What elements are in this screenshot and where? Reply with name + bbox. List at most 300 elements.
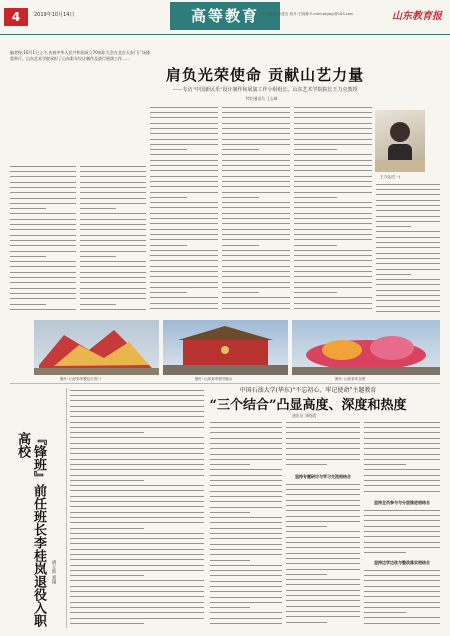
text-line <box>150 218 218 222</box>
text-line <box>364 591 440 595</box>
text-line <box>364 427 440 431</box>
text-line <box>150 144 218 148</box>
text-line <box>70 443 204 447</box>
text-line <box>286 542 360 546</box>
vertical-article-author: 胡立新 刘翔 <box>51 560 56 584</box>
photo-caption-right: 图片: 山东彩车全景 <box>335 377 366 381</box>
second-article-kicker: 中国石油大学(华东)“不忘初心、牢记使命”主题教育 <box>239 387 377 394</box>
text-line <box>80 293 146 297</box>
text-line <box>80 166 146 170</box>
text-line <box>222 207 290 211</box>
text-line <box>210 549 282 553</box>
vertical-article-body <box>70 388 204 628</box>
text-line <box>210 443 282 447</box>
text-line <box>222 255 290 259</box>
text-line <box>70 559 204 563</box>
text-line <box>294 303 372 307</box>
text-line <box>222 213 290 217</box>
text-line <box>364 432 440 436</box>
text-line <box>364 491 440 495</box>
text-line <box>364 580 440 584</box>
text-line <box>364 459 440 463</box>
flower-float-icon <box>292 320 440 375</box>
text-line <box>150 234 218 238</box>
portrait-photo <box>375 110 425 172</box>
text-line <box>70 469 204 473</box>
text-line <box>376 258 440 262</box>
text-line <box>286 427 360 431</box>
text-line <box>286 494 360 498</box>
text-line <box>294 186 372 190</box>
text-line <box>222 160 290 164</box>
text-line <box>10 203 76 207</box>
text-line <box>150 123 218 127</box>
text-line <box>364 520 440 524</box>
text-line <box>70 501 204 505</box>
text-line <box>294 229 372 233</box>
text-line <box>210 575 282 579</box>
text-line <box>80 187 146 191</box>
header-rule <box>0 34 450 35</box>
text-line <box>10 251 76 255</box>
text-line <box>80 224 146 228</box>
text-line <box>286 459 360 463</box>
text-line <box>210 623 282 627</box>
text-line <box>80 266 146 270</box>
text-line <box>80 171 146 175</box>
text-line <box>10 219 76 223</box>
text-line <box>70 549 204 553</box>
text-line <box>70 416 204 420</box>
text-line <box>286 500 360 504</box>
text-line <box>364 422 440 426</box>
text-line <box>70 459 204 463</box>
text-line <box>70 475 204 479</box>
text-line <box>70 533 204 537</box>
text-line <box>10 266 76 270</box>
text-line <box>286 574 327 578</box>
text-line <box>222 170 290 174</box>
page-number: 4 <box>4 8 28 26</box>
text-line <box>150 139 218 143</box>
text-line <box>80 304 116 308</box>
text-line <box>222 276 290 280</box>
text-line <box>364 596 440 600</box>
text-line <box>294 223 372 227</box>
text-line <box>210 459 282 463</box>
text-line <box>286 622 327 626</box>
text-line <box>376 274 411 278</box>
text-line <box>286 595 360 599</box>
photo-caption-left: 图片: 山东彩车驶过天安门 <box>60 377 101 381</box>
photo-caption-middle: 图片: 山东彩车细节展示 <box>195 377 233 381</box>
text-line <box>10 208 46 212</box>
text-line <box>376 210 440 214</box>
text-line <box>210 602 282 606</box>
text-line <box>286 443 360 447</box>
text-line <box>294 149 337 153</box>
text-line <box>222 117 290 121</box>
newspaper-logo: 山东教育报 <box>392 11 442 22</box>
subhead-3: 坚持边学边改与整改落实相结合 <box>374 560 430 565</box>
text-line <box>364 612 406 616</box>
text-line <box>222 297 290 301</box>
column-divider <box>66 388 67 628</box>
text-line <box>70 543 204 547</box>
text-line <box>294 255 372 259</box>
text-line <box>222 139 290 143</box>
text-line <box>222 202 290 206</box>
text-line <box>80 182 146 186</box>
text-line <box>70 612 204 616</box>
text-line <box>294 282 372 286</box>
text-line <box>286 547 360 551</box>
text-line <box>210 496 282 500</box>
text-line <box>286 526 327 530</box>
text-line <box>10 187 76 191</box>
text-line <box>80 213 146 217</box>
text-line <box>364 607 440 611</box>
text-line <box>294 250 372 254</box>
text-line <box>222 282 290 286</box>
text-line <box>150 149 187 153</box>
text-line <box>10 272 76 276</box>
text-line <box>222 176 290 180</box>
lead-article-subtitle: ——专访“中国新民乐”设计制作和展演工作小组组长、山东艺术学院院长王力克教授 <box>172 87 358 93</box>
text-line <box>294 123 372 127</box>
text-line <box>294 107 372 111</box>
text-line <box>376 284 440 288</box>
text-line <box>210 512 250 516</box>
text-line <box>10 213 76 217</box>
text-line <box>10 298 76 302</box>
text-line <box>70 464 204 468</box>
text-line <box>376 226 411 230</box>
text-line <box>210 560 250 564</box>
text-line <box>70 411 204 415</box>
parade-float-icon <box>34 320 159 375</box>
text-line <box>70 496 204 500</box>
text-line <box>150 128 218 132</box>
text-line <box>364 570 440 574</box>
text-line <box>222 250 290 254</box>
text-line <box>294 112 372 116</box>
text-line <box>222 133 290 137</box>
text-line <box>222 239 290 243</box>
text-line <box>70 427 204 431</box>
text-line <box>376 237 440 241</box>
text-line <box>210 554 282 558</box>
portrait-caption: 王力克(右一) <box>380 175 401 179</box>
text-line <box>70 395 204 399</box>
text-line <box>376 194 440 198</box>
tiananmen-icon <box>163 320 288 375</box>
text-line <box>294 181 372 185</box>
text-line <box>150 292 187 296</box>
text-line <box>10 166 76 170</box>
text-line <box>294 128 372 132</box>
text-line <box>150 133 218 137</box>
text-line <box>80 245 146 249</box>
text-line <box>286 448 360 452</box>
text-line <box>222 303 290 307</box>
text-line <box>150 213 218 217</box>
text-line <box>80 272 146 276</box>
second-body-col-1 <box>210 420 282 628</box>
text-line <box>150 271 218 275</box>
text-line <box>286 563 360 567</box>
float-photo-middle <box>163 320 288 375</box>
text-line <box>286 505 360 509</box>
text-line <box>210 528 282 532</box>
text-line <box>80 229 146 233</box>
text-line <box>364 536 440 540</box>
text-line <box>70 554 204 558</box>
text-line <box>150 255 218 259</box>
text-line <box>70 623 144 627</box>
text-line <box>210 538 282 542</box>
text-line <box>150 229 218 233</box>
text-line <box>364 438 440 442</box>
second-body-col-3 <box>364 420 440 496</box>
text-line <box>150 308 218 312</box>
text-line <box>10 304 46 308</box>
text-line <box>286 516 360 520</box>
text-line <box>294 117 372 121</box>
text-line <box>210 475 282 479</box>
text-line <box>294 297 372 301</box>
text-line <box>70 586 204 590</box>
vertical-article-title: 『锋班』前任班长李桂岚退役入职高校 <box>15 432 46 627</box>
text-line <box>150 112 218 116</box>
text-line <box>376 306 440 310</box>
text-line <box>222 123 290 127</box>
text-line <box>10 198 76 202</box>
text-line <box>10 229 76 233</box>
text-line <box>364 617 440 621</box>
lead-body-col-1 <box>10 164 76 314</box>
text-line <box>150 207 218 211</box>
lead-body-col-6 <box>376 182 440 315</box>
text-line <box>150 260 218 264</box>
text-line <box>150 223 218 227</box>
text-line <box>222 112 290 116</box>
text-line <box>10 282 76 286</box>
text-line <box>286 606 360 610</box>
text-line <box>294 202 372 206</box>
text-line <box>10 256 46 260</box>
text-line <box>286 569 360 573</box>
text-line <box>210 591 282 595</box>
text-line <box>150 282 218 286</box>
float-photo-right <box>292 320 440 375</box>
text-line <box>286 558 360 562</box>
text-line <box>294 292 337 296</box>
text-line <box>80 251 146 255</box>
text-line <box>286 590 360 594</box>
text-line <box>70 580 204 584</box>
text-line <box>150 245 187 249</box>
text-line <box>210 464 250 468</box>
text-line <box>286 531 360 535</box>
text-line <box>70 390 204 394</box>
text-line <box>222 128 290 132</box>
text-line <box>70 453 204 457</box>
text-line <box>364 475 440 479</box>
text-line <box>294 170 372 174</box>
text-line <box>364 448 440 452</box>
text-line <box>364 575 440 579</box>
text-line <box>286 611 360 615</box>
text-line <box>70 422 204 426</box>
text-line <box>10 192 76 196</box>
text-line <box>222 266 290 270</box>
text-line <box>150 117 218 121</box>
text-line <box>10 224 76 228</box>
text-line <box>294 239 372 243</box>
text-line <box>150 276 218 280</box>
text-line <box>150 266 218 270</box>
text-line <box>294 176 372 180</box>
text-line <box>70 517 204 521</box>
text-line <box>222 197 259 201</box>
text-line <box>150 107 218 111</box>
text-line <box>286 553 360 557</box>
text-line <box>210 612 282 616</box>
text-line <box>364 454 440 458</box>
text-line <box>376 300 440 304</box>
text-line <box>286 510 360 514</box>
lead-article-title: 肩负光荣使命 贡献山艺力量 <box>165 66 365 84</box>
float-photo-left <box>34 320 159 375</box>
text-line <box>376 189 440 193</box>
text-line <box>150 181 218 185</box>
text-line <box>70 565 204 569</box>
text-line <box>150 297 218 301</box>
text-line <box>80 240 146 244</box>
second-body-col-2b <box>286 482 360 628</box>
text-line <box>80 176 146 180</box>
text-line <box>10 176 76 180</box>
text-line <box>70 570 204 574</box>
text-line <box>294 260 372 264</box>
text-line <box>376 221 440 225</box>
text-line <box>210 597 282 601</box>
text-line <box>70 596 204 600</box>
text-line <box>210 480 282 484</box>
text-line <box>376 205 440 209</box>
text-line <box>364 443 440 447</box>
text-line <box>294 287 372 291</box>
text-line <box>222 144 290 148</box>
text-line <box>150 303 218 307</box>
intro-quote: 编者按:10月1日上午,庆祝中华人民共和国成立70周年大会在北京天安门广场隆重举行。山东艺术学院承担了山东彩车设计制作及游行展演工作…… <box>10 50 150 61</box>
text-line <box>210 607 250 611</box>
text-line <box>364 623 440 627</box>
text-line <box>80 198 146 202</box>
text-line <box>210 501 282 505</box>
text-line <box>376 279 440 283</box>
text-line <box>80 192 146 196</box>
text-line <box>210 522 282 526</box>
text-line <box>376 253 440 257</box>
text-line <box>70 490 204 494</box>
text-line <box>80 261 146 265</box>
text-line <box>150 197 187 201</box>
section-title: 高等教育 <box>170 2 280 30</box>
text-line <box>150 160 218 164</box>
text-line <box>286 438 360 442</box>
text-line <box>294 192 372 196</box>
text-line <box>70 506 204 510</box>
text-line <box>70 406 204 410</box>
text-line <box>286 432 360 436</box>
lead-body-col-2 <box>80 164 146 314</box>
text-line <box>294 165 372 169</box>
text-line <box>364 531 440 535</box>
text-line <box>150 186 218 190</box>
text-line <box>376 231 440 235</box>
text-line <box>364 510 440 514</box>
text-line <box>210 586 282 590</box>
text-line <box>210 565 282 569</box>
text-line <box>294 207 372 211</box>
text-line <box>150 176 218 180</box>
text-line <box>364 464 406 468</box>
text-line <box>294 271 372 275</box>
text-line <box>376 200 440 204</box>
lead-body-col-3 <box>150 105 218 315</box>
text-line <box>294 133 372 137</box>
text-line <box>376 263 440 267</box>
text-line <box>222 107 290 111</box>
subhead-2: 坚持全员参与与分层推进相结合 <box>374 500 430 505</box>
text-line <box>210 618 282 622</box>
text-line <box>222 192 290 196</box>
text-line <box>376 216 440 220</box>
text-line <box>364 552 406 556</box>
text-line <box>210 485 282 489</box>
text-line <box>70 400 204 404</box>
text-line <box>294 218 372 222</box>
text-line <box>222 181 290 185</box>
text-line <box>286 579 360 583</box>
text-line <box>364 602 440 606</box>
subhead-1: 坚持专题研讨与学习交流相结合 <box>295 474 351 479</box>
text-line <box>10 288 76 292</box>
text-line <box>294 197 337 201</box>
text-line <box>286 616 360 620</box>
lead-body-col-5 <box>294 105 372 315</box>
page-header <box>0 0 450 46</box>
text-line <box>286 454 360 458</box>
text-line <box>222 223 290 227</box>
text-line <box>376 290 440 294</box>
text-line <box>210 469 282 473</box>
text-line <box>286 600 360 604</box>
text-line <box>294 154 372 158</box>
text-line <box>294 144 372 148</box>
text-line <box>10 171 76 175</box>
second-body-col-2 <box>286 420 360 470</box>
text-line <box>294 308 372 312</box>
text-line <box>210 454 282 458</box>
text-line <box>10 245 76 249</box>
text-line <box>70 528 144 532</box>
text-line <box>294 276 372 280</box>
text-line <box>210 491 282 495</box>
text-line <box>294 234 372 238</box>
